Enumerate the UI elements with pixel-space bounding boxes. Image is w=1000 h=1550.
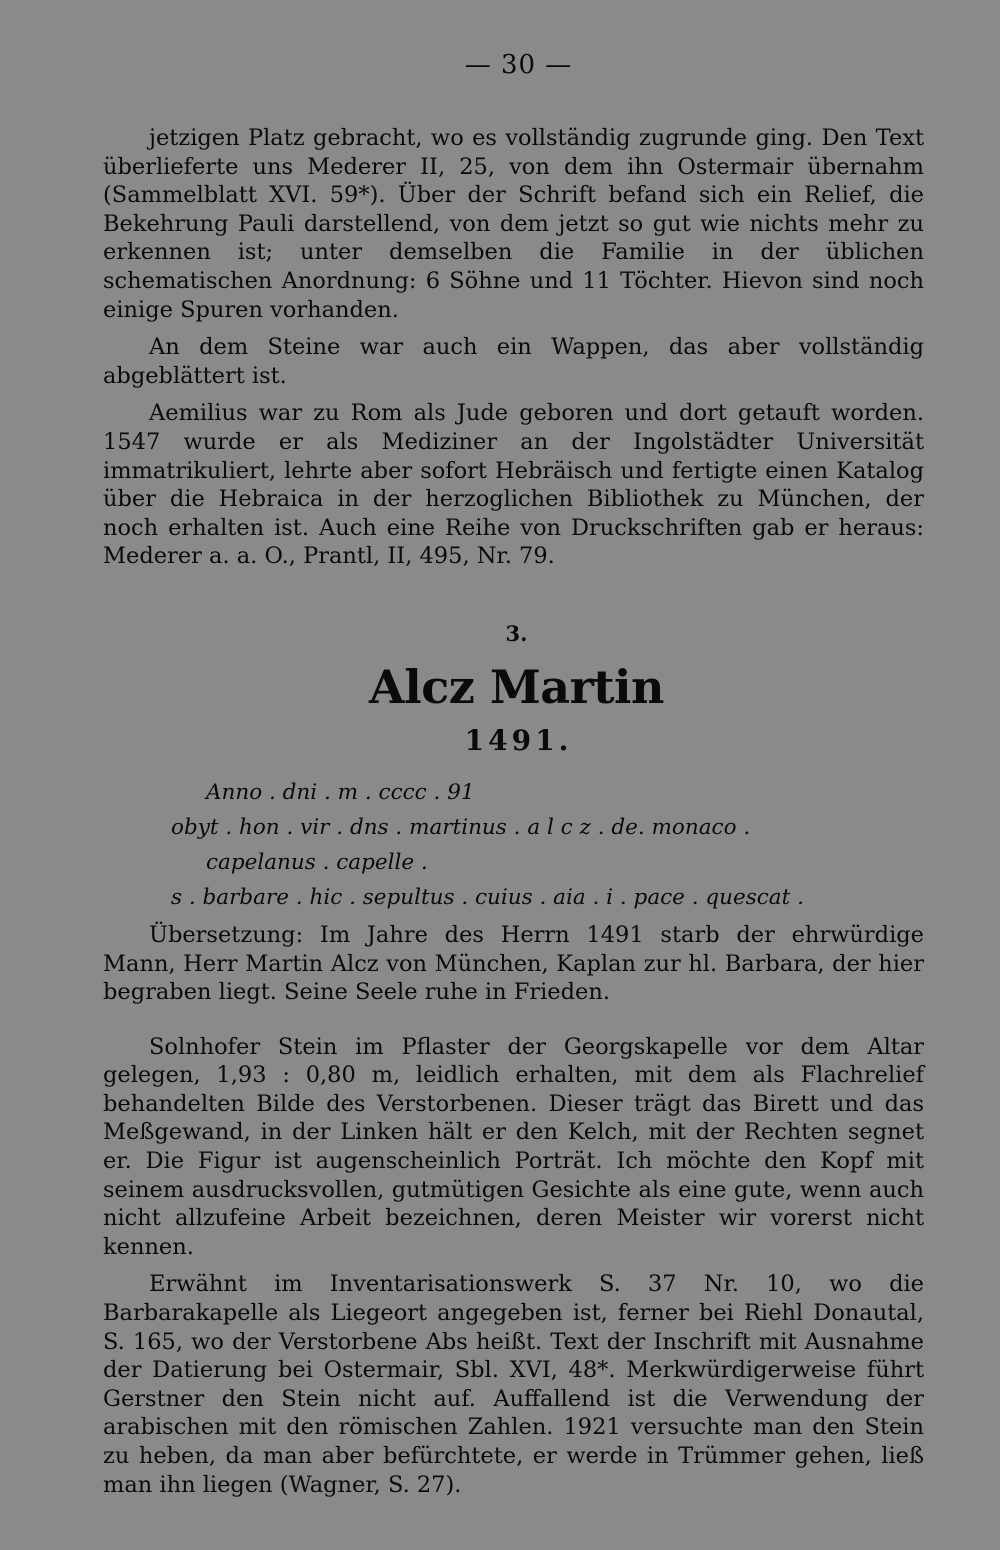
inscription-block: [103, 775, 924, 915]
paragraph-aemilius: Aemilius war zu Rom als Jude geboren und dort getauft worden. 1547 wurde er als Mediziner an der Ingolstädter Universität immatrikuliert, lehrte aber sofort Hebräisch und fertigte einen Katalog über die Hebraica in der herzoglichen Bibliothek zu München, der noch erhalten ist. Auch eine Reihe von Druckschriften gab er heraus: Mederer a. a. O., Prantl, II, 495, Nr. 79.: [103, 400, 924, 570]
page-number: — 30 —: [464, 50, 573, 80]
inscription-line: s . barbare . hic . sepultus . cuius . aia . i . pace . quescat .: [171, 884, 804, 910]
paragraph-plaza-relief: jetzigen Platz gebracht, wo es vollständig zugrunde ging. Den Text überlieferte uns Mederer II, 25, von dem ihn Ostermair übernahm (Sammelblatt XVI. 59*). Über der Schrift befand sich ein Relief, die Bekehrung Pauli darstellend, von dem jetzt so gut wie nichts mehr zu erkennen ist; unter demselben die Familie in der üblichen schematischen Anordnung: 6 Söhne und 11 Töchter. Hievon sind noch einige Spuren vorhanden.: [103, 125, 924, 323]
inscription-line: capelanus . capelle .: [206, 849, 428, 875]
paragraph-references: Erwähnt im Inventarisationswerk S. 37 Nr. 10, wo die Barbarakapelle als Liegeort angegeben ist, ferner bei Riehl Donautal, S. 165, wo der Verstorbene Abs heißt. Text der Inschrift mit Ausnahme der Datierung bei Ostermair, Sbl. XVI, 48*. Merkwürdigerweise führt Gerstner den Stein nicht auf. Auffallend ist die Verwendung der arabischen mit den römischen Zahlen. 1921 versuchte man den Stein zu heben, da man aber befürchtete, er werde in Trümmer gehen, ließ man ihn liegen (Wagner, S. 27).: [103, 1271, 924, 1498]
inscription-line: Anno . dni . m . cccc . 91: [206, 779, 475, 805]
section-title: Alcz Martin: [369, 659, 664, 714]
paragraph-description: Solnhofer Stein im Pflaster der Georgskapelle vor dem Altar gelegen, 1,93 : 0,80 m, leidlich erhalten, mit dem als Flachrelief behandelten Bilde des Verstorbenen. Dieser trägt das Birett und das Meßgewand, in der Linken hält er den Kelch, mit der Rechten segnet er. Die Figur ist augenscheinlich Porträt. Ich möchte den Kopf mit seinem ausdrucksvollen, gutmütigen Gesichte als eine gute, wenn auch nicht allzufeine Arbeit bezeichnen, deren Meister wir vorerst nicht kennen.: [103, 1033, 924, 1260]
section-year: 1491.: [464, 723, 573, 757]
section-number: 3.: [505, 620, 528, 646]
paragraph-coat-of-arms: An dem Steine war auch ein Wappen, das aber vollständig abgeblättert ist.: [103, 334, 924, 389]
translation-paragraph: Übersetzung: Im Jahre des Herrn 1491 starb der ehrwürdige Mann, Herr Martin Alcz von München, Kaplan zur hl. Barbara, der hier begraben liegt. Seine Seele ruhe in Frieden.: [103, 921, 924, 1006]
inscription-line: obyt . hon . vir . dns . martinus . a l c z . de. monaco .: [171, 814, 751, 840]
